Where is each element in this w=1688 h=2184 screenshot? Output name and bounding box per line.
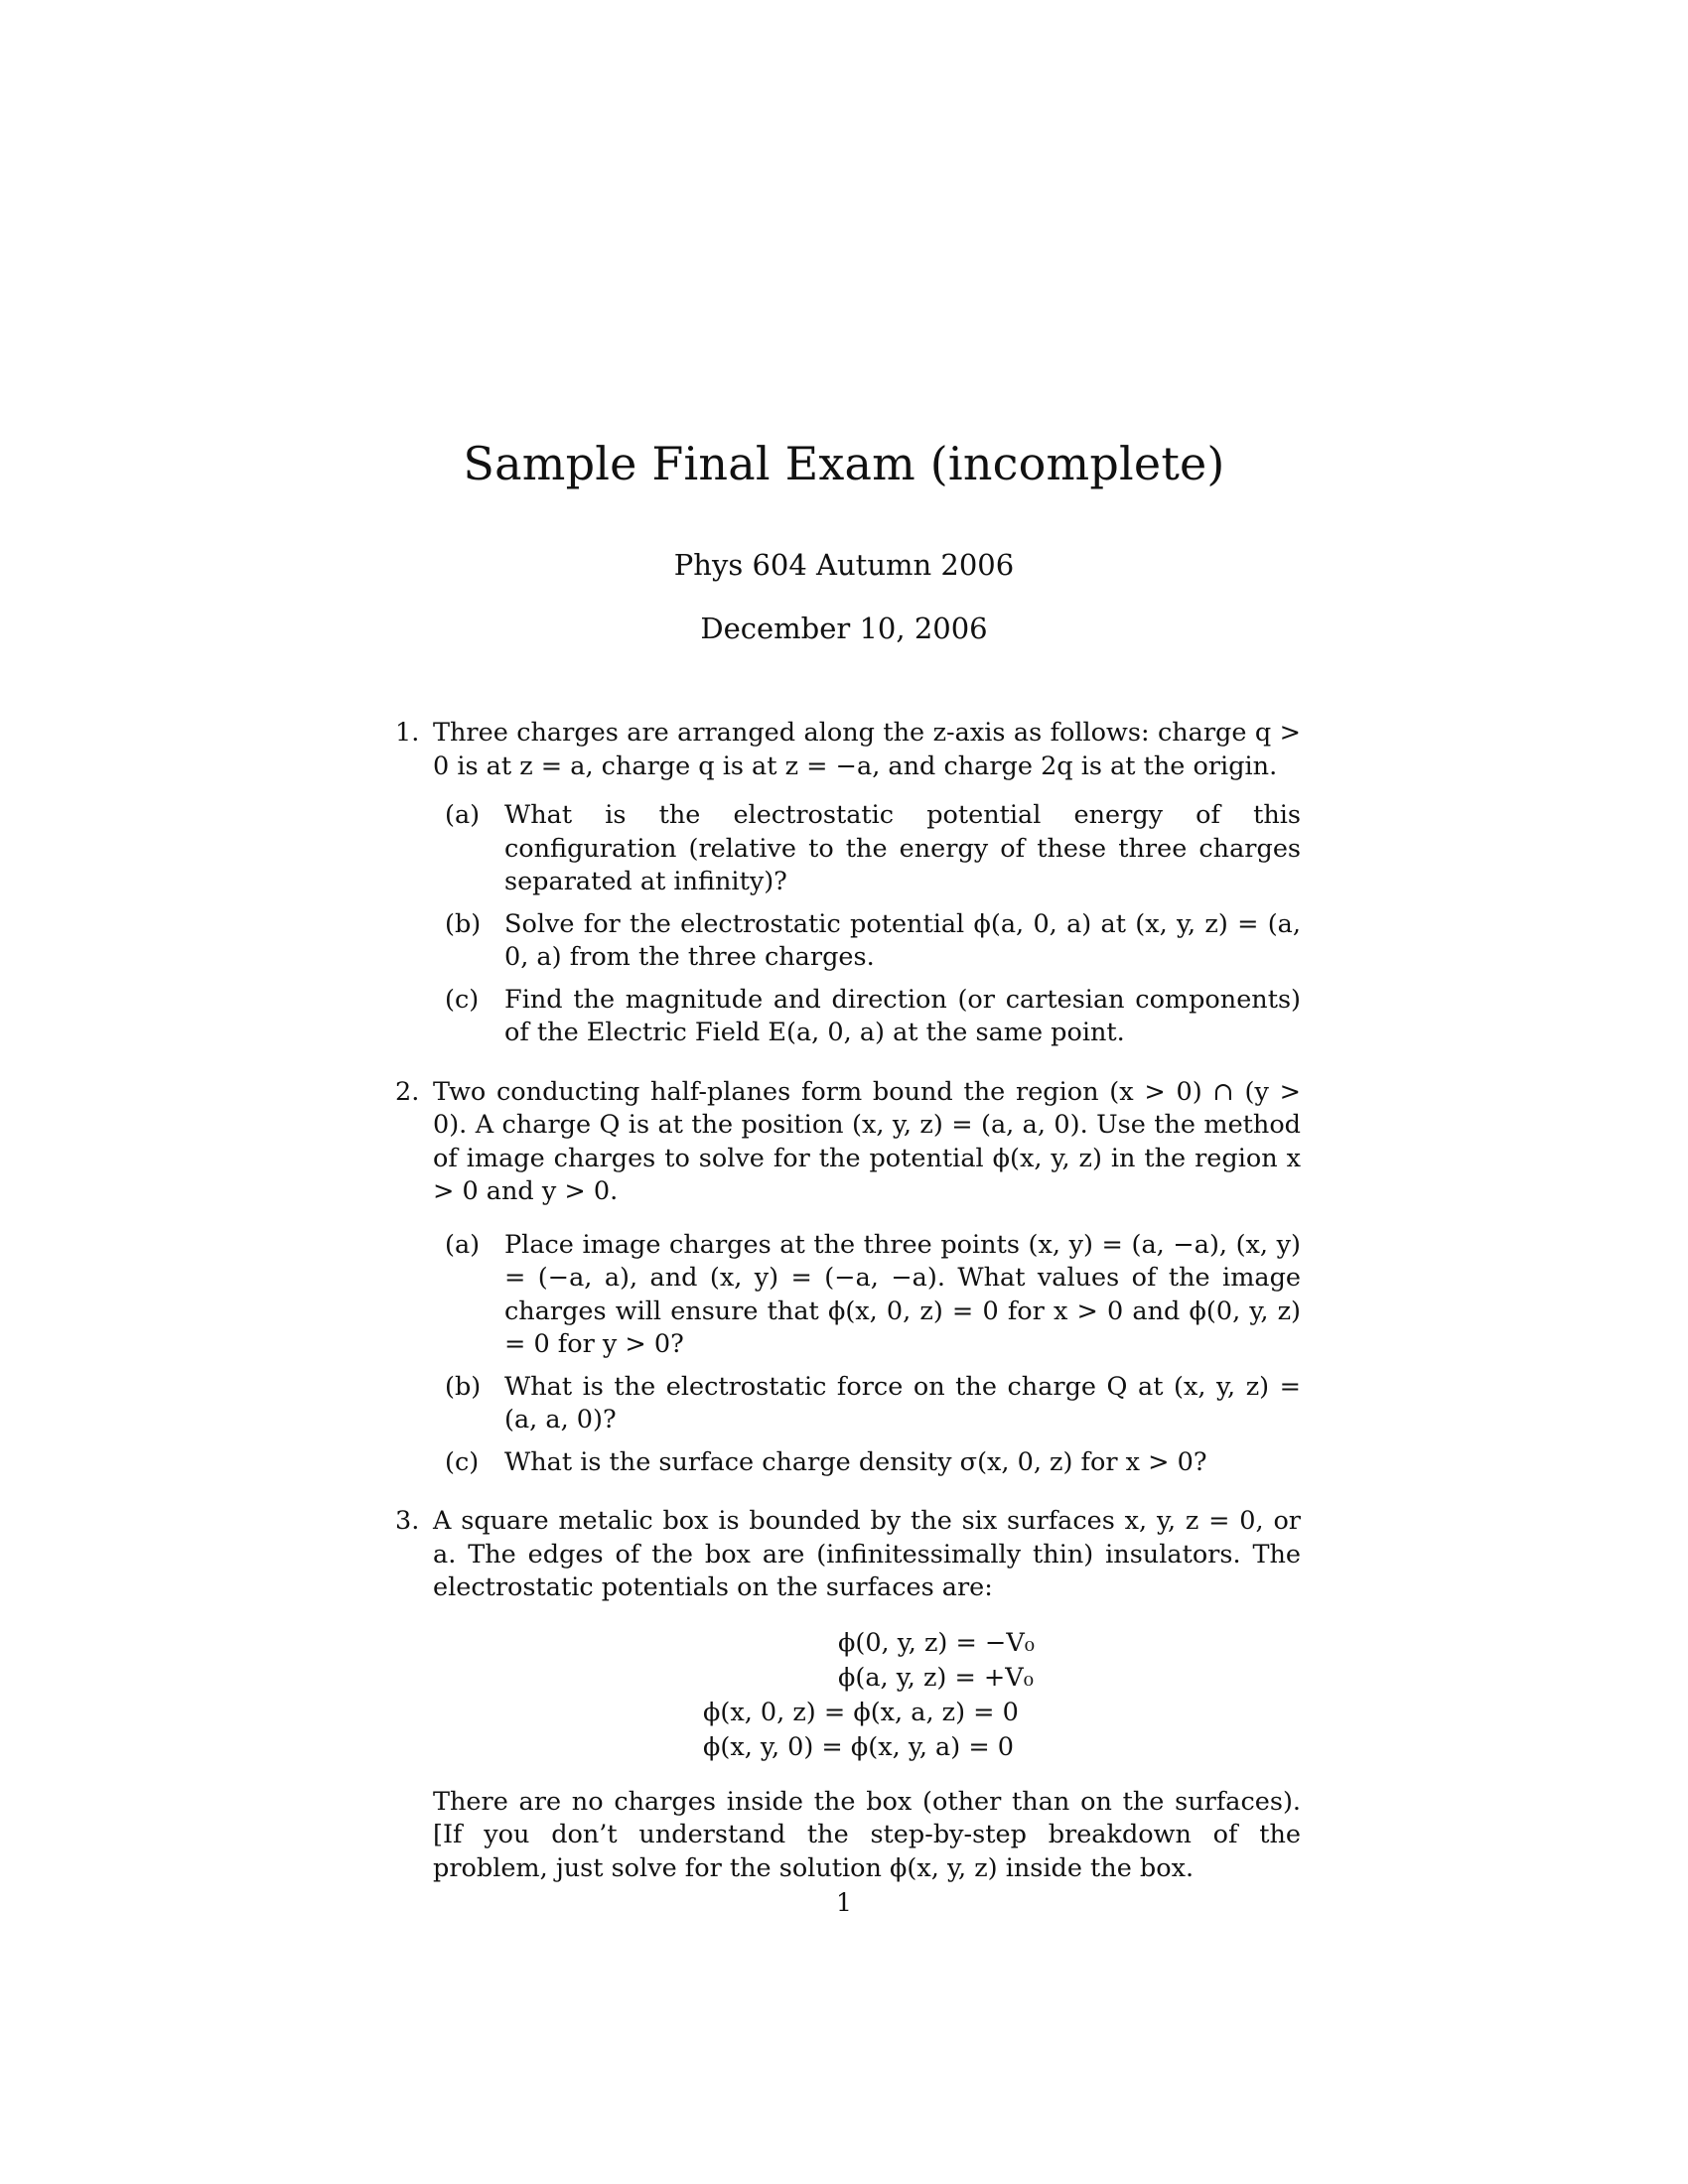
equation-1: ϕ(0, y, z) = −V₀ xyxy=(838,1627,1035,1658)
problem-text: Two conducting half-planes form bound the region (x > 0) ∩ (y > 0). A charge Q is at the position (x, y, z) = (a, a, 0). Use the method of image charges to solve for the potential ϕ(x, y, z) in the region x > 0 and y > 0. xyxy=(433,1076,1301,1206)
part-text: Solve for the electrostatic potential ϕ(a, 0, a) at (x, y, z) = (a, 0, a) from the three charges. xyxy=(504,908,1301,972)
problem-number: 1. xyxy=(395,718,420,748)
page-number: 1 xyxy=(836,1888,852,1917)
problem-3 xyxy=(395,1505,1301,1885)
problem-parts xyxy=(433,799,1301,1050)
equation-3: ϕ(x, 0, z) = ϕ(x, a, z) = 0 xyxy=(703,1697,1019,1727)
part-label: (a) xyxy=(445,800,481,830)
part-text: What is the electrostatic potential energy of this configuration (relative to the energy of these three charges separated at infinity)? xyxy=(504,800,1301,896)
date-line: December 10, 2006 xyxy=(700,612,988,645)
course-line: Phys 604 Autumn 2006 xyxy=(673,548,1015,582)
part-text: What is the surface charge density σ(x, 0, z) for x > 0? xyxy=(504,1446,1207,1477)
equation-2: ϕ(a, y, z) = +V₀ xyxy=(838,1662,1034,1693)
problem-number: 2. xyxy=(395,1076,420,1107)
part-text: Find the magnitude and direction (or cartesian components) of the Electric Field E(a, 0, a) at the same point. xyxy=(504,984,1301,1047)
part-2b xyxy=(445,1371,1301,1437)
part-text: Place image charges at the three points (x, y) = (a, −a), (x, y) = (−a, a), and (x, y) = (−a, −a). What values of the image charges will ensure that ϕ(x, 0, z) = 0 for x > 0 and ϕ(0, y, z) = 0 for y > 0? xyxy=(504,1229,1301,1359)
problem-2 xyxy=(395,1076,1301,1480)
part-2c xyxy=(445,1446,1301,1480)
part-2a xyxy=(445,1229,1301,1362)
problem-list xyxy=(395,717,1301,1903)
part-1a xyxy=(445,799,1301,899)
problem-text: Three charges are arranged along the z-axis as follows: charge q > 0 is at z = a, charge q is at z = −a, and charge 2q is at the origin. xyxy=(433,718,1301,781)
equation-4: ϕ(x, y, 0) = ϕ(x, y, a) = 0 xyxy=(703,1731,1015,1762)
part-text: What is the electrostatic force on the charge Q at (x, y, z) = (a, a, 0)? xyxy=(504,1371,1301,1434)
part-1b xyxy=(445,908,1301,975)
part-1c xyxy=(445,984,1301,1050)
part-label: (c) xyxy=(445,1446,480,1477)
document-title: Sample Final Exam (incomplete) xyxy=(463,437,1225,490)
problem-text: A square metalic box is bounded by the six surfaces x, y, z = 0, or a. The edges of the box are (infinitessimally thin) insulators. The electrostatic potentials on the surfaces are: xyxy=(433,1506,1301,1602)
boundary-equations xyxy=(433,1627,1301,1766)
problem-number: 3. xyxy=(395,1506,420,1536)
problem-1 xyxy=(395,717,1301,1050)
part-label: (b) xyxy=(445,1371,482,1402)
problem-closing-text: There are no charges inside the box (other than on the surfaces). [If you don’t understand the step-by-step breakdown of the problem, just solve for the solution ϕ(x, y, z) inside the box. xyxy=(433,1786,1301,1883)
part-label: (c) xyxy=(445,984,480,1015)
part-label: (a) xyxy=(445,1229,481,1260)
problem-parts xyxy=(433,1229,1301,1480)
part-label: (b) xyxy=(445,908,482,939)
